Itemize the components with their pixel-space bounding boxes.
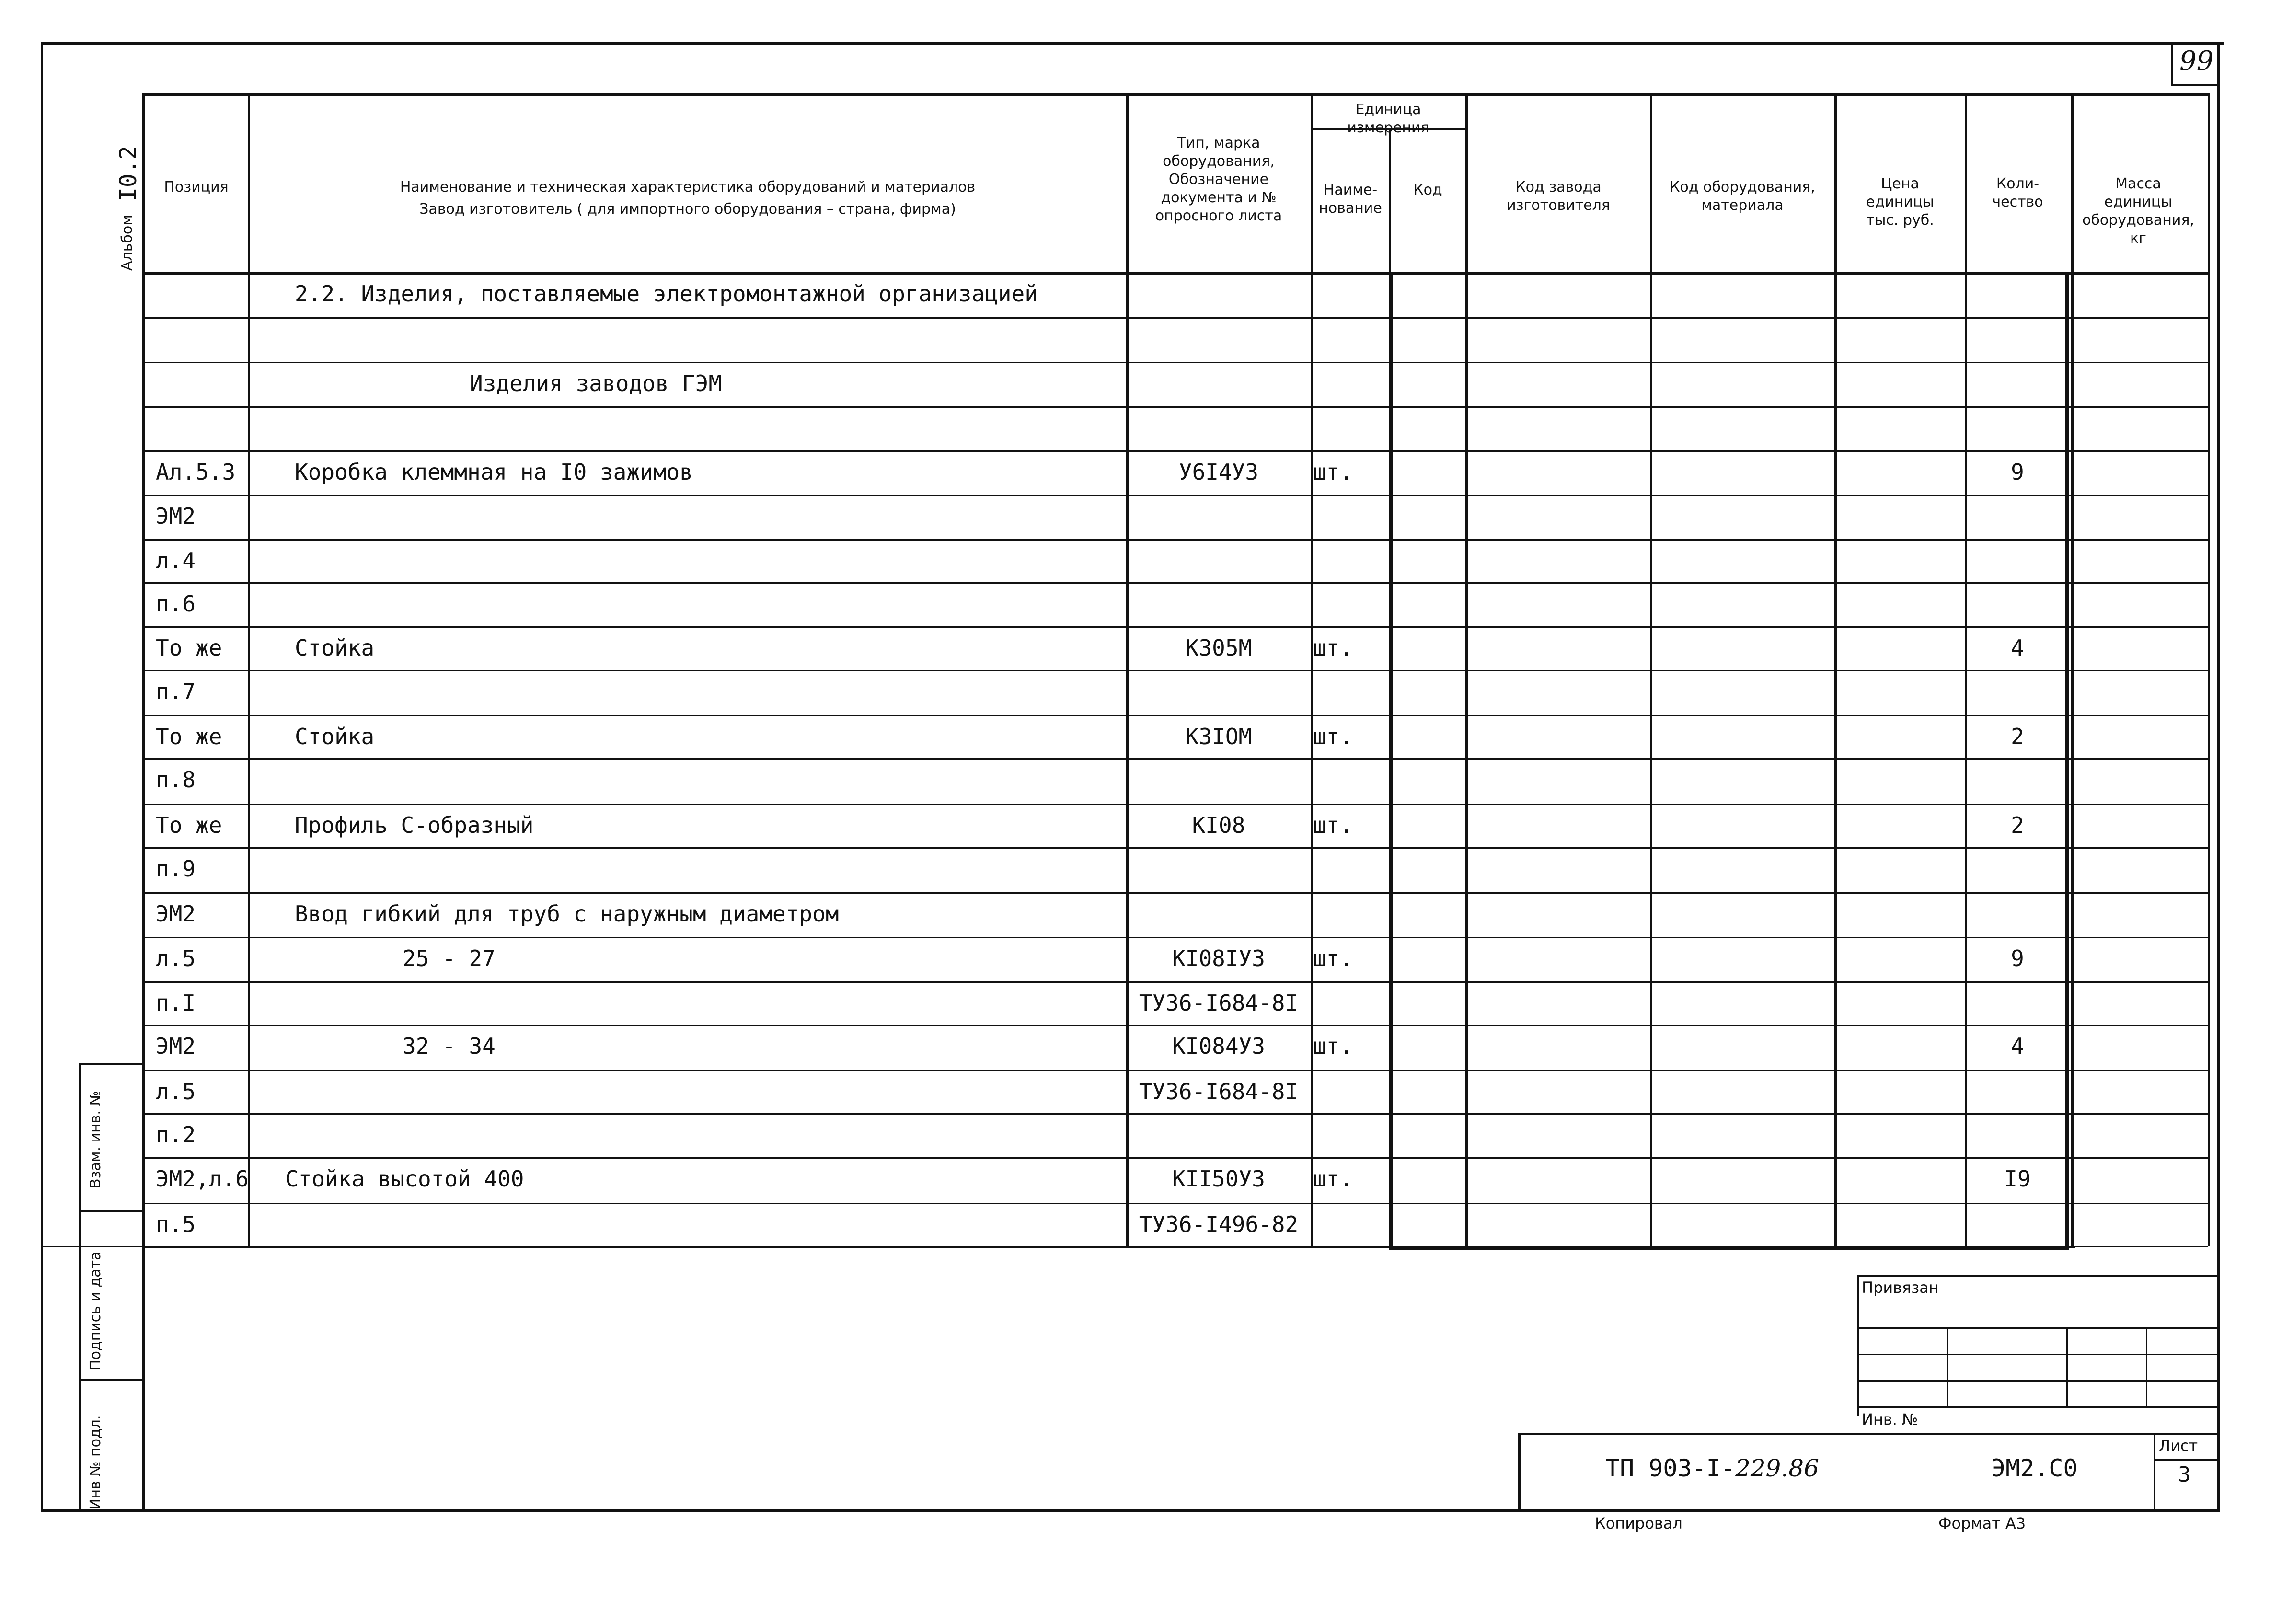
cell-type: К305М bbox=[1185, 635, 1252, 661]
cell-name: Ввод гибкий для труб с наружным диаметром bbox=[295, 901, 839, 927]
cell-position: п.9 bbox=[156, 856, 196, 882]
cell-unit: шт. bbox=[1313, 945, 1353, 971]
cell-position: Ал.5.3 bbox=[156, 459, 236, 485]
cell-position: ЭМ2,л.6 bbox=[156, 1166, 249, 1192]
row-line bbox=[145, 539, 2208, 541]
cell-unit: шт. bbox=[1313, 724, 1353, 749]
stamp-field-sign-date: Подпись и дата bbox=[87, 1251, 104, 1371]
cell-name: Стойка bbox=[295, 635, 375, 661]
copied-label: Копировал bbox=[1595, 1514, 1682, 1532]
doc-mark: ЭМ2.С0 bbox=[1991, 1454, 2078, 1482]
bold-box-right bbox=[2065, 272, 2069, 1250]
cell-position: п.2 bbox=[156, 1122, 196, 1148]
cell-name: 2.2. Изделия, поставляемые электромонтажной организацией bbox=[295, 281, 1038, 307]
cell-unit: шт. bbox=[1313, 812, 1353, 838]
bound-label: Привязан bbox=[1862, 1278, 1939, 1297]
row-line bbox=[145, 317, 2208, 319]
cell-position: л.4 bbox=[156, 548, 196, 574]
row-line bbox=[145, 847, 2208, 849]
cell-quantity: 4 bbox=[2011, 1033, 2024, 1059]
row-line bbox=[145, 495, 2208, 496]
cell-quantity: 9 bbox=[2011, 945, 2024, 971]
cell-type: КII50У3 bbox=[1172, 1166, 1265, 1192]
row-line bbox=[145, 1157, 2208, 1159]
margin-line bbox=[142, 93, 145, 1512]
frame-left bbox=[41, 42, 43, 1511]
format-label: Формат А3 bbox=[1938, 1514, 2026, 1532]
row-line bbox=[145, 362, 2208, 363]
row-line bbox=[145, 582, 2208, 584]
header-name-line1: Наименование и техническая характеристика оборудований и материалов bbox=[400, 179, 976, 196]
row-line bbox=[145, 1070, 2208, 1071]
inv-label: Инв. № bbox=[1862, 1410, 1918, 1428]
header-equip-code: Код оборудования, материала bbox=[1670, 179, 1815, 214]
row-line bbox=[145, 1025, 2208, 1026]
cell-type: КI084У3 bbox=[1172, 1033, 1265, 1059]
cell-name: Стойка bbox=[295, 724, 375, 749]
row-line bbox=[145, 715, 2208, 716]
album-label: Альбом bbox=[119, 215, 136, 271]
header-unit-name: Наиме- нование bbox=[1319, 182, 1382, 217]
header-unit-group: Единица измерения bbox=[1347, 101, 1429, 136]
header-position: Позиция bbox=[164, 179, 229, 196]
frame-top bbox=[41, 42, 2224, 45]
column-line bbox=[2208, 93, 2210, 1246]
frame-bottom bbox=[41, 1509, 2220, 1512]
sheet-number-top: 99 bbox=[2179, 46, 2214, 77]
cell-unit: шт. bbox=[1313, 635, 1353, 661]
row-line bbox=[145, 981, 2208, 983]
margin-divider bbox=[41, 1246, 146, 1247]
row-line bbox=[145, 804, 2208, 805]
row-line bbox=[145, 406, 2208, 408]
header-factory-code: Код завода изготовителя bbox=[1507, 179, 1610, 214]
cell-position: То же bbox=[156, 724, 222, 749]
row-line bbox=[145, 1113, 2208, 1115]
table-bottom-line bbox=[145, 1246, 2075, 1248]
cell-position: л.5 bbox=[156, 945, 196, 971]
cell-name: 32 - 34 bbox=[403, 1033, 495, 1059]
cell-position: п.8 bbox=[156, 767, 196, 793]
header-mass: Масса единицы оборудования, кг bbox=[2082, 175, 2194, 247]
cell-type: КI08IУ3 bbox=[1172, 945, 1265, 971]
cell-name: Профиль С-образный bbox=[295, 812, 534, 838]
cell-position: п.5 bbox=[156, 1211, 196, 1237]
bold-box-left bbox=[1389, 272, 1393, 1250]
header-name-line2: Завод изготовитель ( для импортного оборудования – страна, фирма) bbox=[419, 201, 956, 218]
row-line bbox=[145, 670, 2208, 671]
cell-position: ЭМ2 bbox=[156, 1033, 196, 1059]
cell-position: То же bbox=[156, 812, 222, 838]
cell-position: л.5 bbox=[156, 1079, 196, 1105]
header-price: Цена единицы тыс. руб. bbox=[1866, 175, 1934, 229]
row-line bbox=[145, 937, 2208, 938]
header-qty: Коли- чество bbox=[1992, 175, 2043, 210]
cell-quantity: 2 bbox=[2011, 724, 2024, 749]
row-line bbox=[145, 758, 2208, 760]
table-top-line bbox=[145, 93, 2208, 96]
row-line bbox=[145, 626, 2208, 628]
stamp-field-replace-inv: Взам. инв. № bbox=[87, 1091, 104, 1188]
cell-type: КI08 bbox=[1192, 812, 1245, 838]
cell-position: То же bbox=[156, 635, 222, 661]
row-line bbox=[145, 1203, 2208, 1204]
cell-quantity: I9 bbox=[2004, 1166, 2031, 1192]
row-line bbox=[145, 450, 2208, 452]
cell-name: Стойка высотой 400 bbox=[285, 1166, 524, 1192]
cell-position: п.6 bbox=[156, 591, 196, 617]
stamp-field-orig-inv: Инв № подл. bbox=[87, 1415, 104, 1509]
cell-quantity: 9 bbox=[2011, 459, 2024, 485]
cell-unit: шт. bbox=[1313, 1166, 1353, 1192]
doc-code: ТП 903-I-229.86 bbox=[1605, 1454, 1819, 1482]
cell-type: ТУ36-I684-8I bbox=[1139, 1079, 1299, 1105]
cell-position: п.I bbox=[156, 990, 196, 1016]
frame-right bbox=[2217, 42, 2220, 1511]
cell-name: Коробка клеммная на I0 зажимов bbox=[295, 459, 693, 485]
sheet-label: Лист bbox=[2159, 1437, 2198, 1455]
sheet-value: 3 bbox=[2178, 1463, 2191, 1487]
cell-quantity: 2 bbox=[2011, 812, 2024, 838]
cell-position: ЭМ2 bbox=[156, 503, 196, 529]
header-type: Тип, марка оборудования, Обозначение документа и № опросного листа bbox=[1155, 135, 1282, 224]
header-unit-code: Код bbox=[1413, 182, 1442, 198]
cell-type: К3IОМ bbox=[1185, 724, 1252, 749]
row-line bbox=[145, 272, 2208, 274]
cell-position: ЭМ2 bbox=[156, 901, 196, 927]
album-value: I0.2 bbox=[115, 146, 142, 201]
cell-unit: шт. bbox=[1313, 1033, 1353, 1059]
cell-name: Изделия заводов ГЭМ bbox=[470, 370, 722, 396]
cell-type: У6I4У3 bbox=[1178, 459, 1259, 485]
cell-type: ТУ36-I684-8I bbox=[1139, 990, 1299, 1016]
cell-quantity: 4 bbox=[2011, 635, 2024, 661]
row-line bbox=[145, 892, 2208, 894]
cell-unit: шт. bbox=[1313, 459, 1353, 485]
cell-name: 25 - 27 bbox=[403, 945, 495, 971]
cell-type: ТУ36-I496-82 bbox=[1139, 1211, 1299, 1237]
cell-position: п.7 bbox=[156, 679, 196, 704]
